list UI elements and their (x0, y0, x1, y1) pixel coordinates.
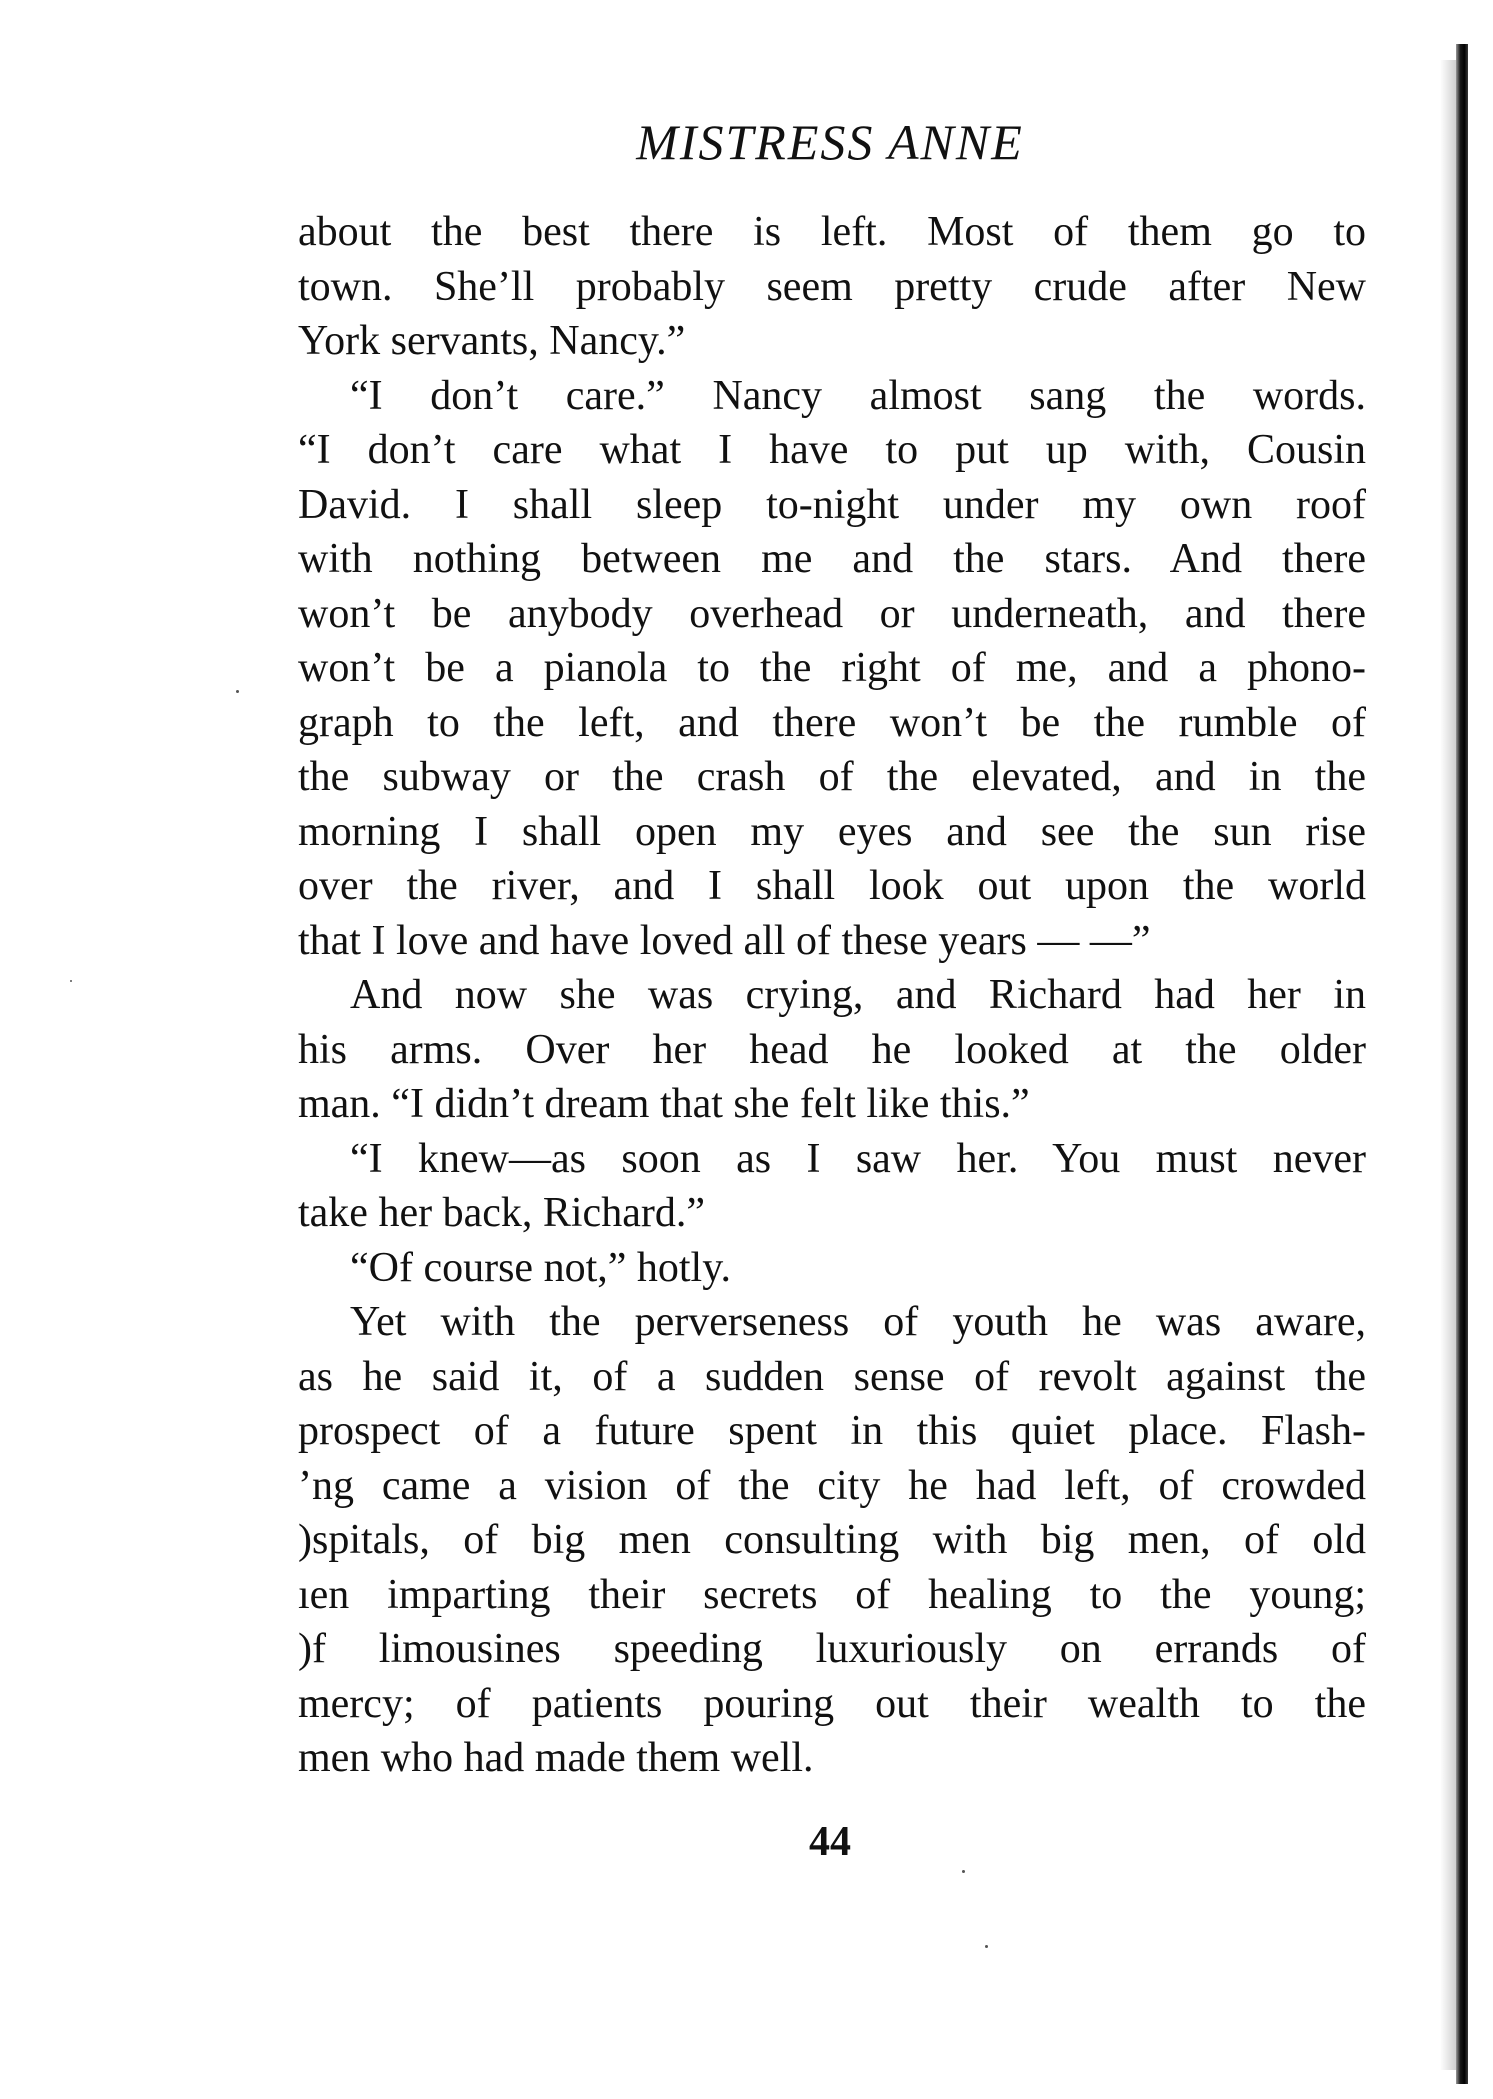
text-line: his arms. Over her head he looked at the older (298, 1026, 1366, 1073)
text-line: with nothing between me and the stars. And there (298, 536, 1366, 582)
text-line: mercy; of patients pouring out their wealth to the (298, 1680, 1366, 1727)
text-line: that I love and have loved all of these years — —” (298, 917, 1151, 964)
text-line: “Of course not,” hotly. (350, 1244, 731, 1291)
text-line: man. “I didn’t dream that she felt like this.” (298, 1081, 1030, 1127)
text-line: morning I shall open my eyes and see the sun rise (298, 808, 1366, 855)
text-line: )f limousines speeding luxuriously on errands of (298, 1626, 1366, 1672)
text-line: won’t be anybody overhead or underneath, and there (298, 590, 1366, 637)
text-line: “I don’t care what I have to put up with, Cousin (298, 427, 1366, 473)
text-line: Yet with the perverseness of youth he was aware, (350, 1299, 1366, 1345)
page-number: 44 (809, 1819, 851, 1865)
paper-speck (962, 1870, 965, 1873)
text-line: take her back, Richard.” (298, 1190, 705, 1236)
text-line: as he said it, of a sudden sense of revolt against the (298, 1353, 1366, 1400)
text-line: ıen imparting their secrets of healing to the young; (298, 1571, 1366, 1618)
text-line: men who had made them well. (298, 1735, 814, 1781)
text-line: graph to the left, and there won’t be the rumble of (298, 699, 1366, 746)
binding-edge (1456, 44, 1468, 2084)
text-line: David. I shall sleep to-night under my own roof (298, 481, 1366, 528)
text-line: prospect of a future spent in this quiet place. Flash- (298, 1408, 1366, 1454)
text-line: about the best there is left. Most of them go to (298, 209, 1366, 255)
text-line: York servants, Nancy.” (298, 318, 686, 364)
paper-speck (236, 690, 239, 693)
text-line: “I don’t care.” Nancy almost sang the words. (350, 372, 1366, 419)
text-line: And now she was crying, and Richard had her in (350, 972, 1366, 1018)
binding-shadow (1440, 60, 1456, 2070)
text-line: won’t be a pianola to the right of me, and a phono- (298, 645, 1366, 691)
paper-speck (70, 980, 72, 982)
text-line: )spitals, of big men consulting with big men, of old (298, 1517, 1366, 1563)
text-line: “I knew—as soon as I saw her. You must never (350, 1135, 1366, 1182)
text-line: over the river, and I shall look out upon the world (298, 863, 1366, 909)
text-line: the subway or the crash of the elevated, and in the (298, 754, 1366, 800)
body-text (298, 205, 1366, 1786)
paper-speck (985, 1945, 988, 1948)
text-line: town. She’ll probably seem pretty crude after New (298, 263, 1366, 310)
text-line: ’ng came a vision of the city he had left, of crowded (298, 1462, 1366, 1509)
running-head: MISTRESS ANNE (636, 114, 1024, 170)
